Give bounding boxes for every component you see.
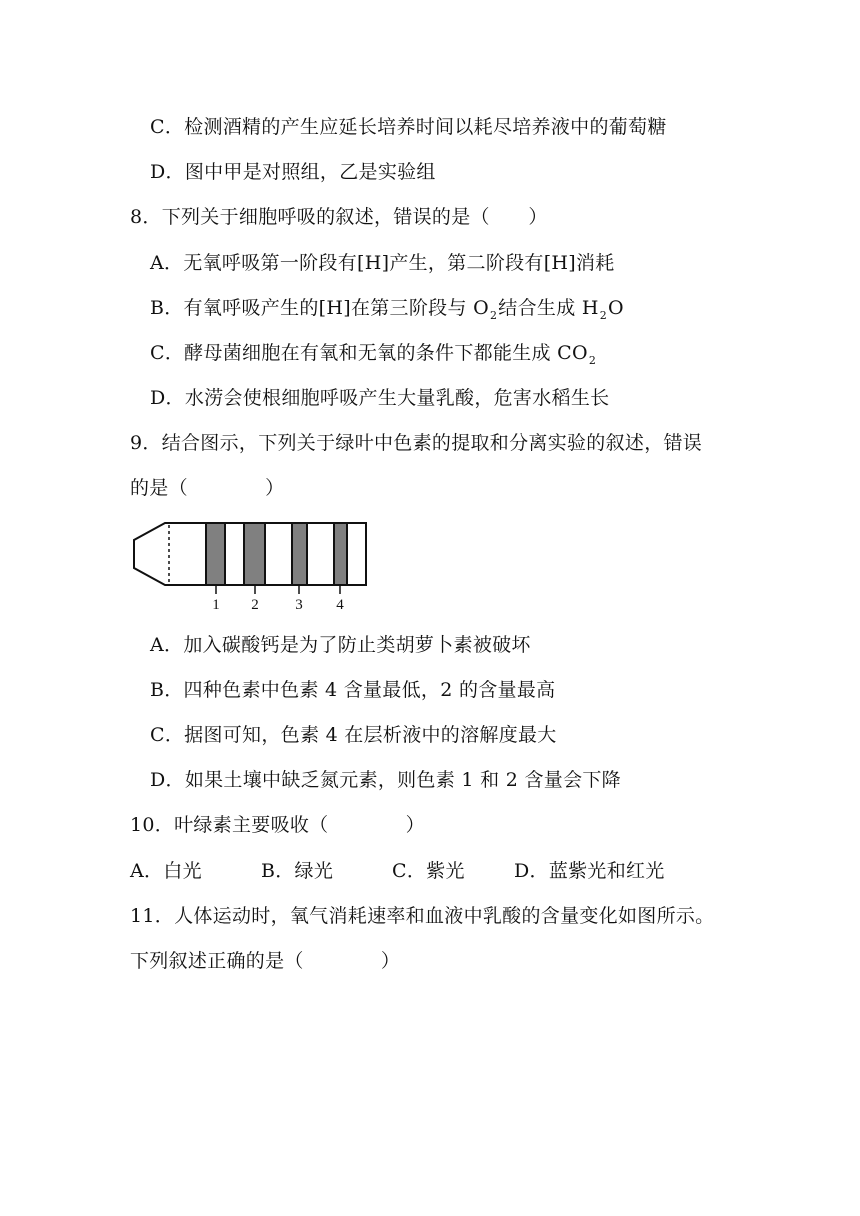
q9-stem-line-1: 9．结合图示，下列关于绿叶中色素的提取和分离实验的叙述，错误	[130, 432, 703, 454]
q9-option-d: D．如果土壤中缺乏氮元素，则色素 1 和 2 含量会下降	[150, 769, 621, 791]
q8-option-c-subscript: 2	[588, 354, 597, 367]
q9-option-b: B．四种色素中色素 4 含量最低，2 的含量最高	[150, 679, 556, 701]
pigment-band-4	[334, 523, 347, 585]
q8-option-d: D．水涝会使根细胞呼吸产生大量乳酸，危害水稻生长	[150, 387, 610, 409]
pigment-band-1	[206, 523, 225, 585]
q10-option-b: B．绿光	[261, 860, 334, 882]
band-label-1: 1	[212, 597, 220, 613]
q10-option-c: C．紫光	[392, 860, 465, 882]
q8-option-b-text-2: 结合生成 H	[498, 297, 599, 319]
q8-option-c-text: C．酵母菌细胞在有氧和无氧的条件下都能生成 CO	[150, 342, 588, 364]
q8-option-b-text-1: B．有氧呼吸产生的[H]在第三阶段与 O	[150, 297, 489, 319]
q8-option-c	[150, 340, 597, 369]
q9-option-a: A．加入碳酸钙是为了防止类胡萝卜素被破坏	[150, 634, 531, 656]
q11-stem-line-2: 下列叙述正确的是（ ）	[130, 950, 401, 972]
q8-option-b-text-3: O	[608, 297, 624, 319]
q8-option-b-subscript-2: 2	[599, 309, 608, 322]
band-label-4: 4	[336, 597, 344, 613]
chromatography-strip-figure	[130, 516, 370, 616]
q10-option-a: A．白光	[130, 860, 202, 882]
q8-stem: 8．下列关于细胞呼吸的叙述，错误的是（ ）	[130, 206, 548, 228]
pigment-band-3	[292, 523, 307, 585]
q8-option-b-subscript-1: 2	[489, 309, 498, 322]
q7-option-d: D．图中甲是对照组，乙是实验组	[150, 161, 436, 183]
q7-option-c: C．检测酒精的产生应延长培养时间以耗尽培养液中的葡萄糖	[150, 116, 667, 138]
band-label-3: 3	[295, 597, 303, 613]
band-label-2: 2	[251, 597, 259, 613]
q10-option-d: D．蓝紫光和红光	[514, 860, 665, 882]
q8-option-b	[150, 295, 624, 324]
q9-option-c: C．据图可知，色素 4 在层析液中的溶解度最大	[150, 724, 557, 746]
q11-stem-line-1: 11．人体运动时，氧气消耗速率和血液中乳酸的含量变化如图所示。	[130, 905, 715, 927]
chromatography-strip-svg	[130, 516, 370, 616]
q9-stem-line-2: 的是（ ）	[130, 477, 285, 499]
q10-stem: 10．叶绿素主要吸收（ ）	[130, 814, 425, 836]
pigment-band-2	[244, 523, 265, 585]
q8-option-a: A．无氧呼吸第一阶段有[H]产生，第二阶段有[H]消耗	[150, 252, 615, 274]
